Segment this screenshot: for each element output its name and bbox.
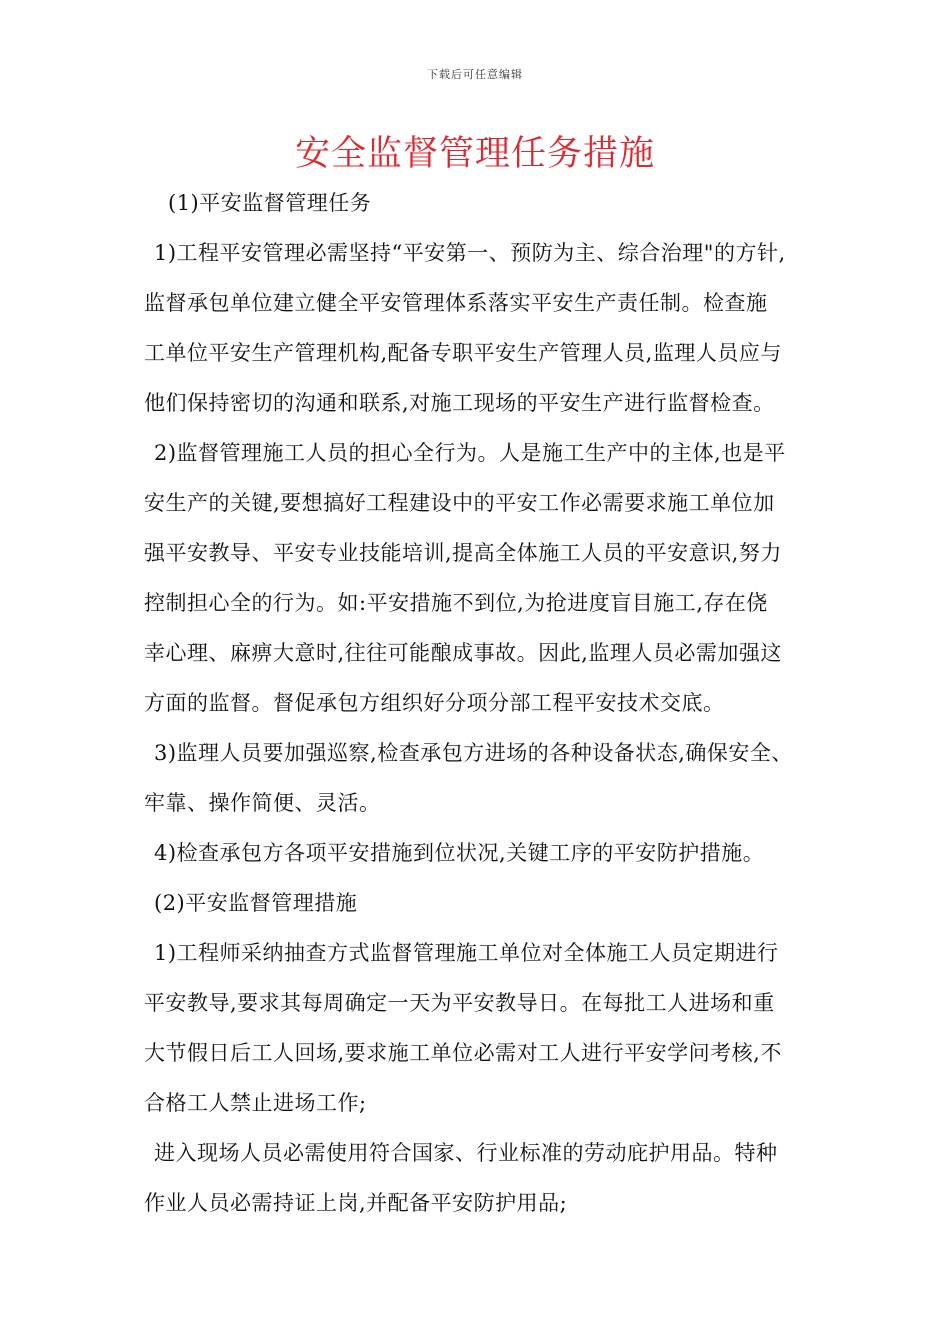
body-line: 强平安教导、平安专业技能培训,提高全体施工人员的平安意识,努力: [144, 541, 782, 565]
document-title: 安全监督管理任务措施: [294, 134, 655, 174]
body-line: 平安教导,要求其每周确定一天为平安教导日。在每批工人进场和重: [144, 991, 775, 1015]
body-line: 1)工程平安管理必需坚持“平安第一、预防为主、综合治理"的方针,: [154, 241, 786, 265]
body-line: 作业人员必需持证上岗,并配备平安防护用品;: [144, 1191, 568, 1215]
body-line: (2)平安监督管理措施: [154, 891, 358, 915]
body-line: 幸心理、麻痹大意时,往往可能酿成事故。因此,监理人员必需加强这: [144, 641, 782, 665]
body-line: 1)工程师采纳抽查方式监督管理施工单位对全体施工人员定期进行: [154, 941, 779, 965]
body-line: 大节假日后工人回场,要求施工单位必需对工人进行平安学问考核,不: [144, 1041, 782, 1065]
body-line: 合格工人禁止进场工作;: [144, 1091, 367, 1115]
header-note: 下载后可任意编辑: [427, 68, 523, 81]
body-line: 2)监督管理施工人员的担心全行为。人是施工生产中的主体,也是平: [154, 441, 786, 465]
body-line: 他们保持密切的沟通和联系,对施工现场的平安生产进行监督检查。: [144, 391, 775, 415]
body-line: 工单位平安生产管理机构,配备专职平安生产管理人员,监理人员应与: [144, 341, 782, 365]
body-line: 牢靠、操作简便、灵活。: [144, 791, 381, 815]
body-line: 进入现场人员必需使用符合国家、行业标准的劳动庇护用品。特种: [154, 1141, 778, 1165]
body-line: (1)平安监督管理任务: [168, 191, 372, 215]
document-body: [144, 178, 824, 1228]
body-line: 3)监理人员要加强巡察,检查承包方进场的各种设备状态,确保安全、: [154, 741, 793, 765]
body-line: 控制担心全的行为。如:平安措施不到位,为抢进度盲目施工,存在侥: [144, 591, 768, 615]
body-line: 4)检查承包方各项平安措施到位状况,关键工序的平安防护措施。: [154, 841, 765, 865]
body-line: 安生产的关键,要想搞好工程建设中的平安工作必需要求施工单位加: [144, 491, 775, 515]
body-line: 方面的监督。督促承包方组织好分项分部工程平安技术交底。: [144, 691, 725, 715]
body-line: 监督承包单位建立健全平安管理体系落实平安生产责任制。检查施: [144, 291, 768, 315]
